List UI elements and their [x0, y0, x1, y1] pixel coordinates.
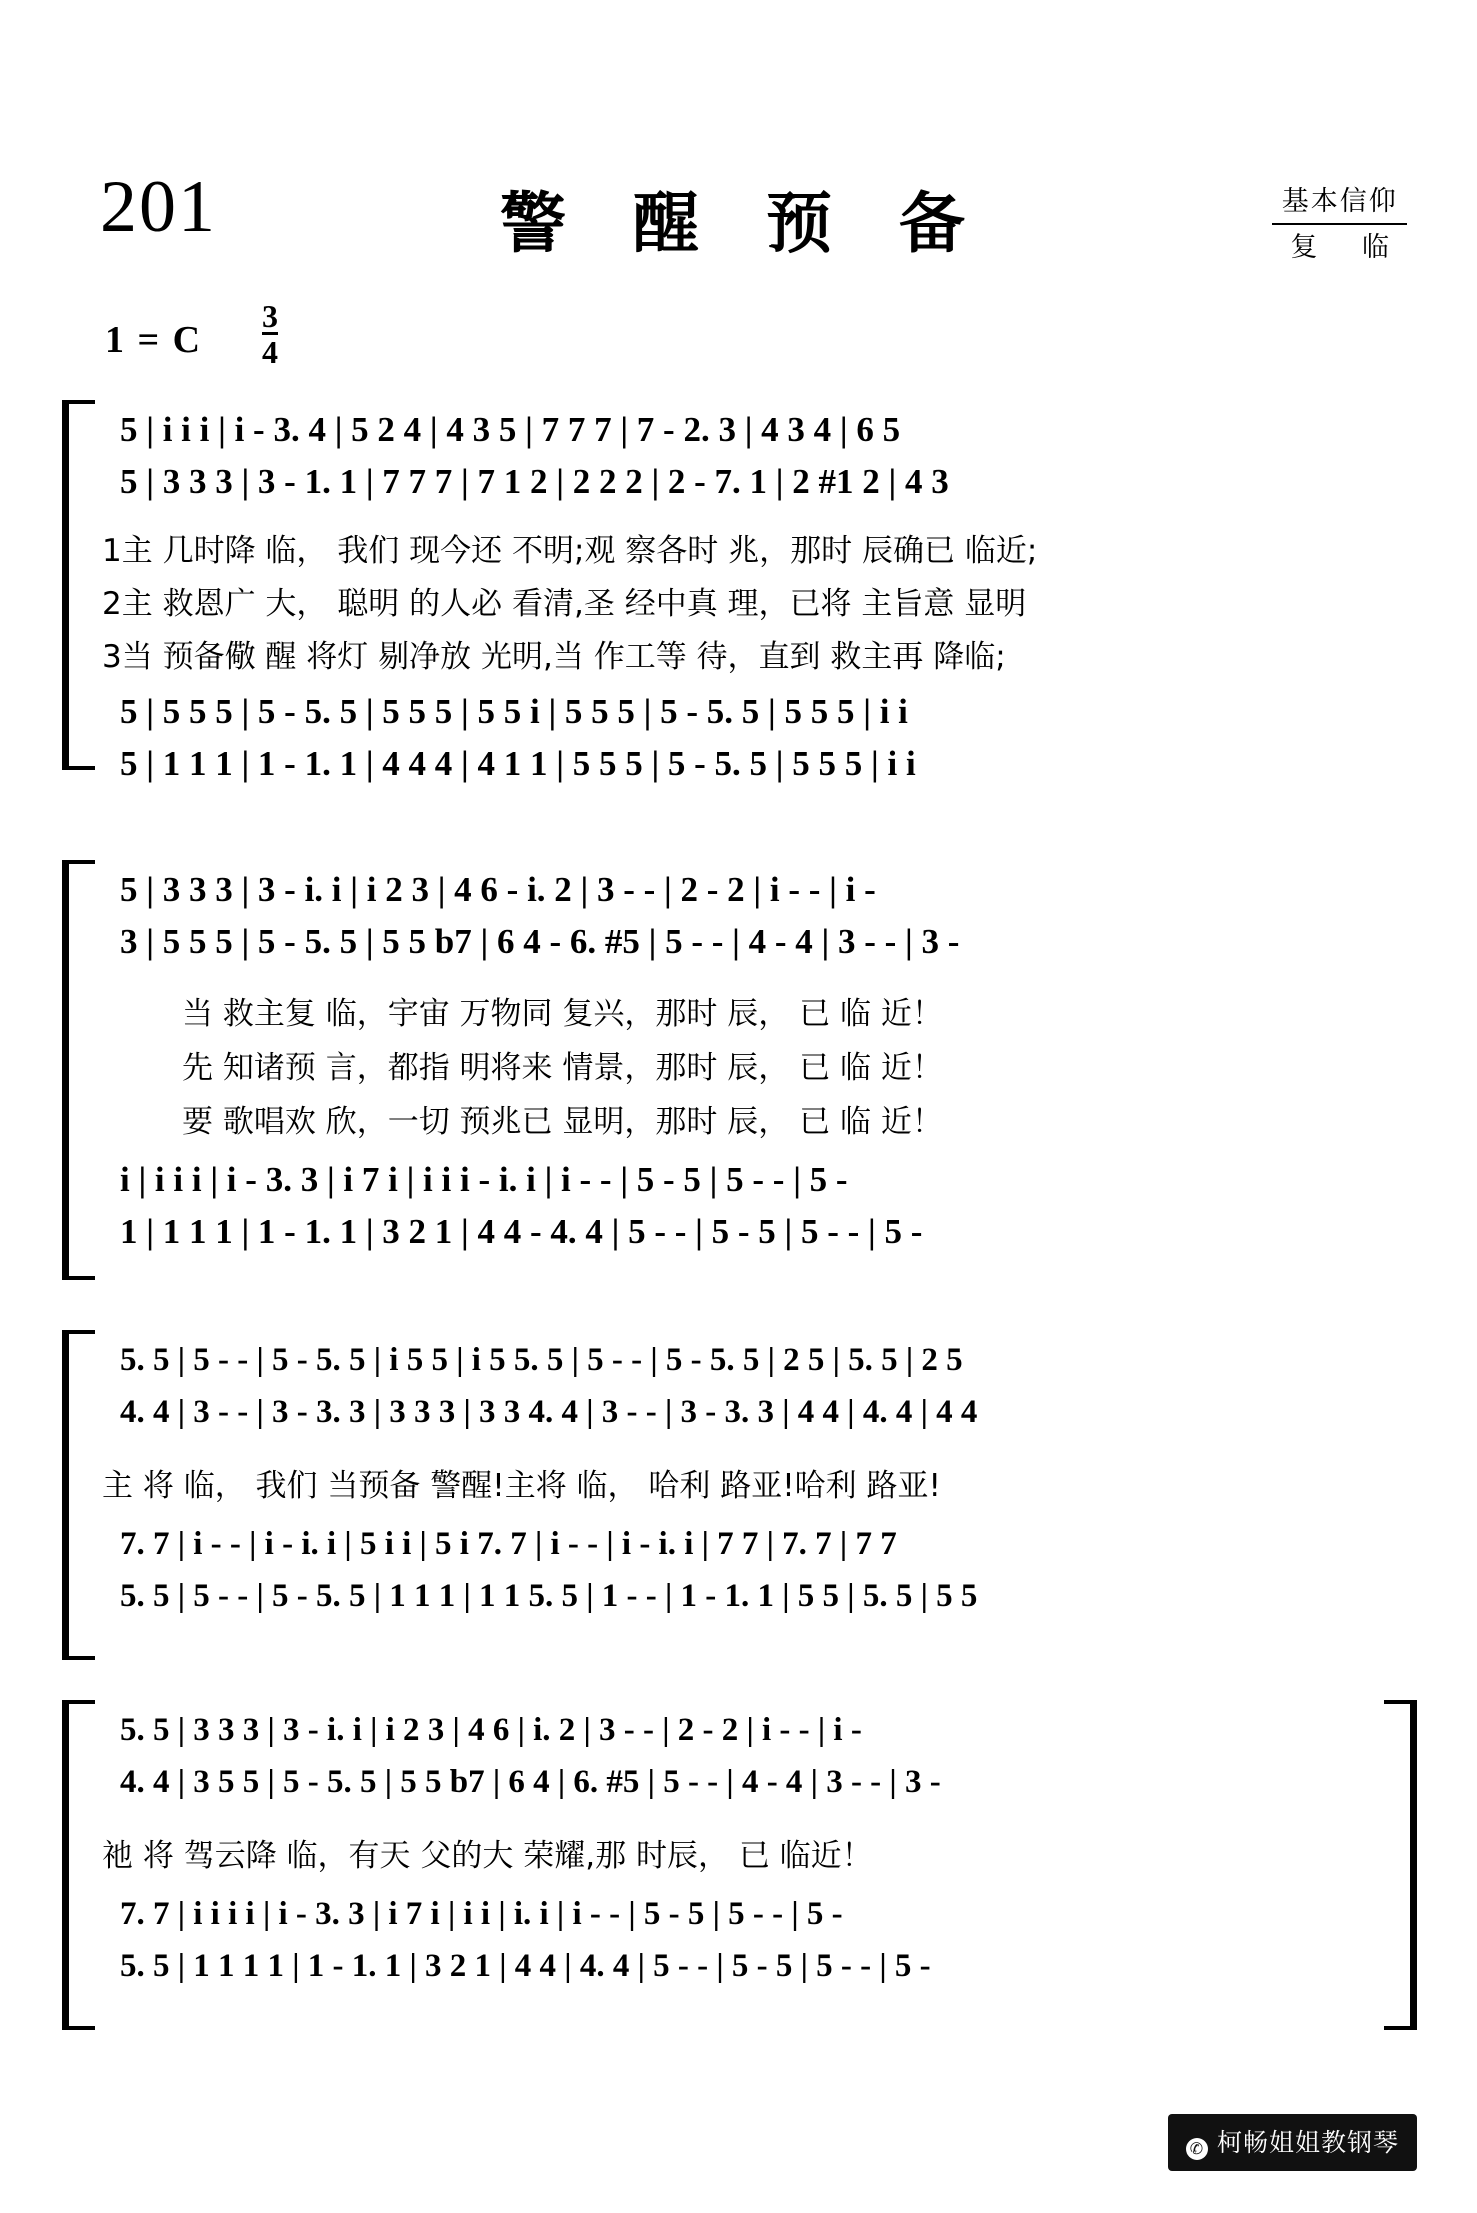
song-number: 201 — [100, 166, 217, 248]
staff-soprano: 5. 5 | 3 3 3 | 3 - i. i | i 2 3 | 4 6 | i. 2 | 3 - - | 2 - 2 | i - - | i - — [120, 1712, 862, 1748]
staff-alto: 4. 4 | 3 - - | 3 - 3. 3 | 3 3 3 | 3 3 4. 4 | 3 - - | 3 - 3. 3 | 4 4 | 4. 4 | 4 4 — [120, 1394, 978, 1430]
system-brace-left — [62, 1700, 95, 2030]
staff-soprano: 5. 5 | 5 - - | 5 - 5. 5 | i 5 5 | i 5 5. 5 | 5 - - | 5 - 5. 5 | 2 5 | 5. 5 | 2 5 — [120, 1342, 963, 1378]
staff-tenor: 7. 7 | i - - | i - i. i | 5 i i | 5 i 7. 7 | i - - | i - i. i | 7 7 | 7. 7 | 7 7 — [120, 1526, 897, 1562]
system-brace-right — [1384, 1700, 1417, 2030]
staff-alto: 4. 4 | 3 5 5 | 5 - 5. 5 | 5 5 b7 | 6 4 | 6. #5 | 5 - - | 4 - 4 | 3 - - | 3 - — [120, 1764, 941, 1800]
category-line-2: 复 临 — [1290, 232, 1407, 264]
lyric-verse-1: 1主 几时降 临， 我们 现今还 不明;观 察各时 兆，那时 辰确已 临近; — [102, 533, 1038, 569]
watermark-badge — [1168, 2114, 1417, 2171]
category-line-1: 基本信仰 — [1272, 182, 1407, 225]
staff-bass: 1 | 1 1 1 | 1 - 1. 1 | 3 2 1 | 4 4 - 4. 4 | 5 - - | 5 - 5 | 5 - - | 5 - — [120, 1212, 923, 1251]
staff-bass: 5. 5 | 5 - - | 5 - 5. 5 | 1 1 1 | 1 1 5. 5 | 1 - - | 1 - 1. 1 | 5 5 | 5. 5 | 5 5 — [120, 1578, 978, 1614]
staff-tenor: 7. 7 | i i i i | i - 3. 3 | i 7 i | i i | i. i | i - - | 5 - 5 | 5 - - | 5 - — [120, 1896, 843, 1932]
music-system-1 — [62, 400, 1407, 783]
time-signature-numerator: 3 — [262, 298, 278, 334]
staff-tenor: 5 | 5 5 5 | 5 - 5. 5 | 5 5 5 | 5 5 i | 5 5 5 | 5 - 5. 5 | 5 5 5 | i i — [120, 692, 908, 731]
lyric-verse-2: 2主 救恩广 大， 聪明 的人必 看清,圣 经中真 理，已将 主旨意 显明 — [102, 586, 1027, 622]
wechat-icon: ✆ — [1186, 2138, 1208, 2160]
lyric-verse-3: 3当 预备儆 醒 将灯 剔净放 光明,当 作工等 待，直到 救主再 降临; — [102, 639, 1006, 675]
music-system-2 — [62, 860, 1407, 1280]
music-system-4 — [62, 1700, 1417, 2030]
lyric-verse-1: 当 救主复 临，宇宙 万物同 复兴，那时 辰， 已 临 近！ — [182, 996, 943, 1032]
category-block — [1272, 182, 1407, 267]
staff-alto: 3 | 5 5 5 | 5 - 5. 5 | 5 5 b7 | 6 4 - 6. #5 | 5 - - | 4 - 4 | 3 - - | 3 - — [120, 922, 960, 961]
page-title: 警 醒 预 备 — [500, 185, 987, 262]
system-brace-left — [62, 400, 95, 770]
lyric-final: 祂 将 驾云降 临，有天 父的大 荣耀,那 时辰， 已 临近！ — [102, 1838, 873, 1874]
music-system-3 — [62, 1330, 1417, 1660]
lyric-verse-3: 要 歌唱欢 欣，一切 预兆已 显明，那时 辰， 已 临 近！ — [182, 1104, 943, 1140]
staff-soprano: 5 | 3 3 3 | 3 - i. i | i 2 3 | 4 6 - i. 2 | 3 - - | 2 - 2 | i - - | i - — [120, 870, 876, 909]
time-signature — [262, 300, 278, 368]
lyric-chorus: 主 将 临， 我们 当预备 警醒!主将 临， 哈利 路亚!哈利 路亚! — [102, 1468, 941, 1504]
staff-tenor: i | i i i | i - 3. 3 | i 7 i | i i i - i. i | i - - | 5 - 5 | 5 - - | 5 - — [120, 1160, 848, 1199]
system-brace-left — [62, 860, 95, 1280]
staff-bass: 5. 5 | 1 1 1 1 | 1 - 1. 1 | 3 2 1 | 4 4 | 4. 4 | 5 - - | 5 - 5 | 5 - - | 5 - — [120, 1948, 931, 1984]
time-signature-denominator: 4 — [262, 334, 278, 370]
watermark-text: 柯畅姐姐教钢琴 — [1216, 2128, 1399, 2157]
lyric-verse-2: 先 知诸预 言，都指 明将来 情景，那时 辰， 已 临 近！ — [182, 1050, 943, 1086]
system-brace-left — [62, 1330, 95, 1660]
staff-soprano: 5 | i i i | i - 3. 4 | 5 2 4 | 4 3 5 | 7 7 7 | 7 - 2. 3 | 4 3 4 | 6 5 — [120, 410, 901, 449]
key-signature: 1 = C — [105, 319, 203, 361]
staff-bass: 5 | 1 1 1 | 1 - 1. 1 | 4 4 4 | 4 1 1 | 5 5 5 | 5 - 5. 5 | 5 5 5 | i i — [120, 744, 916, 783]
staff-alto: 5 | 3 3 3 | 3 - 1. 1 | 7 7 7 | 7 1 2 | 2 2 2 | 2 - 7. 1 | 2 #1 2 | 4 3 — [120, 462, 949, 501]
